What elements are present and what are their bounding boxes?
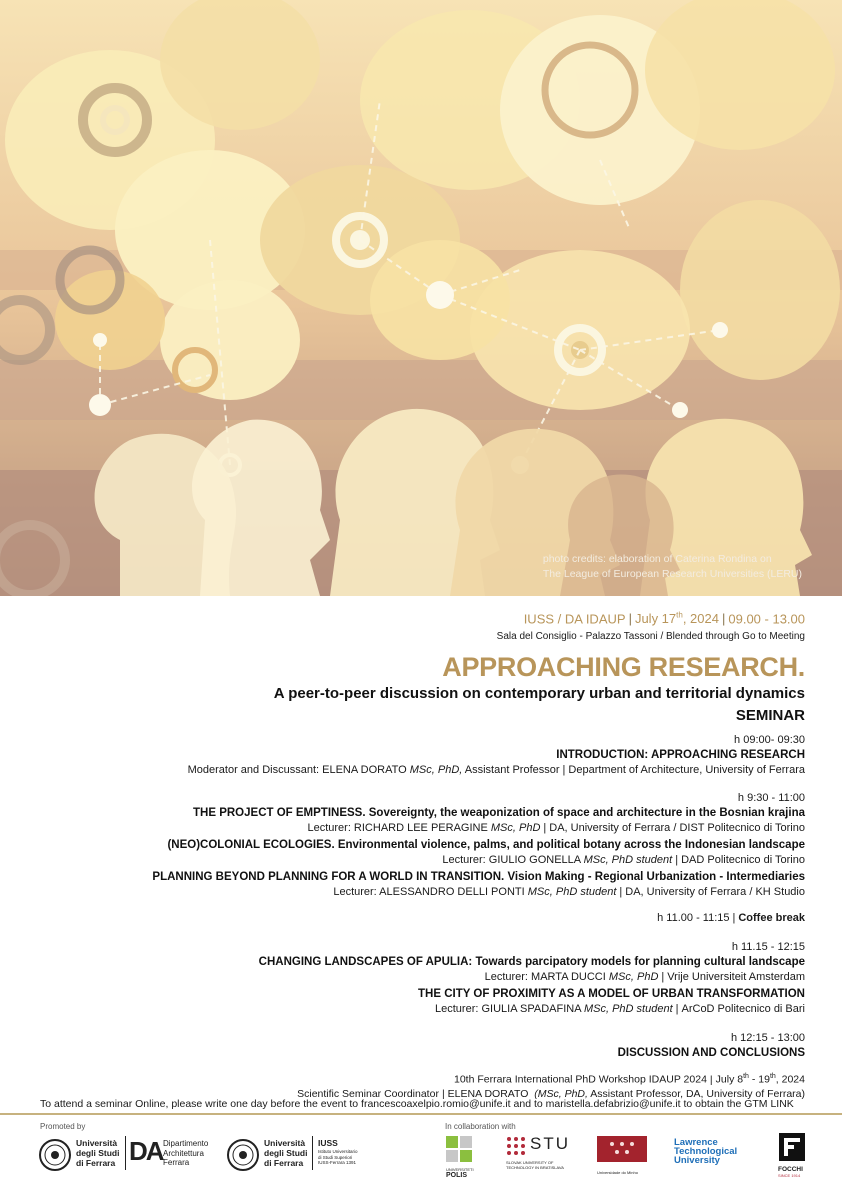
unife-iuss-logo xyxy=(226,1136,366,1176)
session-time: h 11.15 - 12:15 xyxy=(731,941,805,953)
coffee-break: h 11.00 - 11:15 | Coffee break xyxy=(657,912,805,924)
credits-line-1: photo credits: elaboration of Caterina Rondina on xyxy=(542,553,772,565)
page-subtitle: A peer-to-peer discussion on contemporary urban and territorial dynamics xyxy=(273,685,805,702)
stu-logo xyxy=(506,1136,578,1170)
session-time: h 9:30 - 11:00 xyxy=(737,792,805,804)
minho-mark-icon xyxy=(597,1136,647,1162)
focchi-logo: FOCCHI SINCE 1914 xyxy=(778,1133,808,1179)
unife-seal-icon xyxy=(38,1138,72,1172)
stu-dots-icon xyxy=(506,1136,528,1158)
talk-title-emptiness: THE PROJECT OF EMPTINESS. Sovereignty, the weaponization of space and architecture in the Bosnian krajina xyxy=(193,807,805,819)
unife-wordmark: Università degli Studi di Ferrara xyxy=(264,1138,308,1168)
moderator-line: Moderator and Discussant: ELENA DORATO MSc, PhD, Assistant Professor | Department of Architecture, University of Ferrara xyxy=(187,764,805,776)
promoted-by-label: Promoted by xyxy=(40,1122,86,1131)
unife-logo xyxy=(38,1136,128,1176)
lecturer-line: Lecturer: MARTA DUCCI MSc, PhD | Vrije Universiteit Amsterdam xyxy=(484,971,805,983)
event-date: July 17th, 2024 xyxy=(634,611,719,627)
da-mark: DA xyxy=(129,1136,163,1166)
session-morning xyxy=(152,791,805,900)
session-time: h 12:15 - 13:00 xyxy=(730,1032,805,1044)
gtm-instructions: To attend a seminar Online, please write one day before the event to francescoaxelpio.romio@unife.it and to maristella.defabrizio@unife.it to obtain the GTM LINK xyxy=(40,1098,794,1110)
lecturer-line: Lecturer: RICHARD LEE PERAGINE MSc, PhD | DA, University of Ferrara / DIST Politecnico di Torino xyxy=(307,822,805,834)
event-time: 09.00 - 13.00 xyxy=(728,611,805,627)
stu-wordmark: SLOVAK UNIVERSITY OF TECHNOLOGY IN BRATISLAVA xyxy=(506,1160,564,1170)
talk-title-ecologies: (NEO)COLONIAL ECOLOGIES. Environmental violence, palms, and political botany across the Indonesian landscape xyxy=(167,839,805,851)
minho-wordmark: Universidade do Minho xyxy=(597,1170,638,1175)
iuss-wordmark: Istituto Universitario di Studi Superiori IUSS-Ferrara 1391 xyxy=(318,1149,358,1165)
coordinator-line: Scientific Seminar Coordinator | ELENA DORATO (MSc, PhD, Assistant Professor, DA, University of Ferrara) xyxy=(297,1087,805,1100)
ltu-wordmark: Lawrence Technological University xyxy=(674,1137,738,1166)
talk-title-apulia: CHANGING LANDSCAPES OF APULIA: Towards parcipatory models for planning cultural landscape xyxy=(258,956,805,968)
credits-line-2: The League of European Research Universities (LERU) xyxy=(542,568,802,580)
event-org: IUSS / DA IDAUP xyxy=(523,611,626,627)
polis-logo: UNIVERSITETI POLIS xyxy=(446,1136,476,1176)
lecturer-line: Lecturer: GIULIA SPADAFINA MSc, PhD student | ArCoD Politecnico di Bari xyxy=(435,1003,805,1015)
event-type: SEMINAR xyxy=(735,707,805,724)
da-wordmark: Dipartimento Architettura Ferrara xyxy=(163,1139,209,1167)
session-title: DISCUSSION AND CONCLUSIONS xyxy=(617,1047,805,1059)
photo-credits xyxy=(543,552,802,582)
session-midday xyxy=(259,940,805,1017)
talk-title-planning: PLANNING BEYOND PLANNING FOR A WORLD IN TRANSITION. Vision Making - Regional Urbanization - Intermediaries xyxy=(152,871,805,883)
unife-wordmark: Università degli Studi di Ferrara xyxy=(76,1138,120,1168)
event-venue: Sala del Consiglio - Palazzo Tassoni / Blended through Go to Meeting xyxy=(496,631,805,642)
break-label: Coffee break xyxy=(738,912,805,924)
page-title: APPROACHING RESEARCH. xyxy=(442,652,805,682)
workshop-info: 10th Ferrara International PhD Workshop IDAUP 2024 | July 8th - 19th, 2024 Scientific Seminar Coordinator | ELENA DORATO (MSc, PhD, Assistant Professor, DA, University of Ferrara) xyxy=(297,1073,805,1100)
da-logo xyxy=(125,1136,215,1176)
footer-divider xyxy=(0,1113,842,1115)
unife-seal-icon xyxy=(226,1138,260,1172)
minho-logo xyxy=(597,1136,649,1176)
session-time: h 09:00- 09:30 xyxy=(734,734,805,746)
session-introduction xyxy=(188,733,805,778)
collaboration-label: In collaboration with xyxy=(445,1122,516,1131)
ltu-logo xyxy=(674,1138,766,1172)
break-time: h 11.00 - 11:15 xyxy=(657,912,730,924)
stu-mark: STU xyxy=(530,1134,570,1153)
polis-mark-icon xyxy=(446,1136,474,1162)
focchi-mark-icon xyxy=(779,1133,805,1161)
lecturer-line: Lecturer: GIULIO GONELLA MSc, PhD student | DAD Politecnico di Torino xyxy=(442,854,805,866)
iuss-mark: IUSS xyxy=(318,1138,338,1148)
event-info: IUSS / DA IDAUP | July 17th, 2024 | 09.00 - 13.00 xyxy=(523,611,805,627)
lecturer-line: Lecturer: ALESSANDRO DELLI PONTI MSc, PhD student | DA, University of Ferrara / KH Studio xyxy=(333,886,805,898)
session-conclusions xyxy=(618,1031,805,1061)
session-title: INTRODUCTION: APPROACHING RESEARCH xyxy=(556,749,805,761)
talk-title-proximity: THE CITY OF PROXIMITY AS A MODEL OF URBAN TRANSFORMATION xyxy=(418,988,805,1000)
